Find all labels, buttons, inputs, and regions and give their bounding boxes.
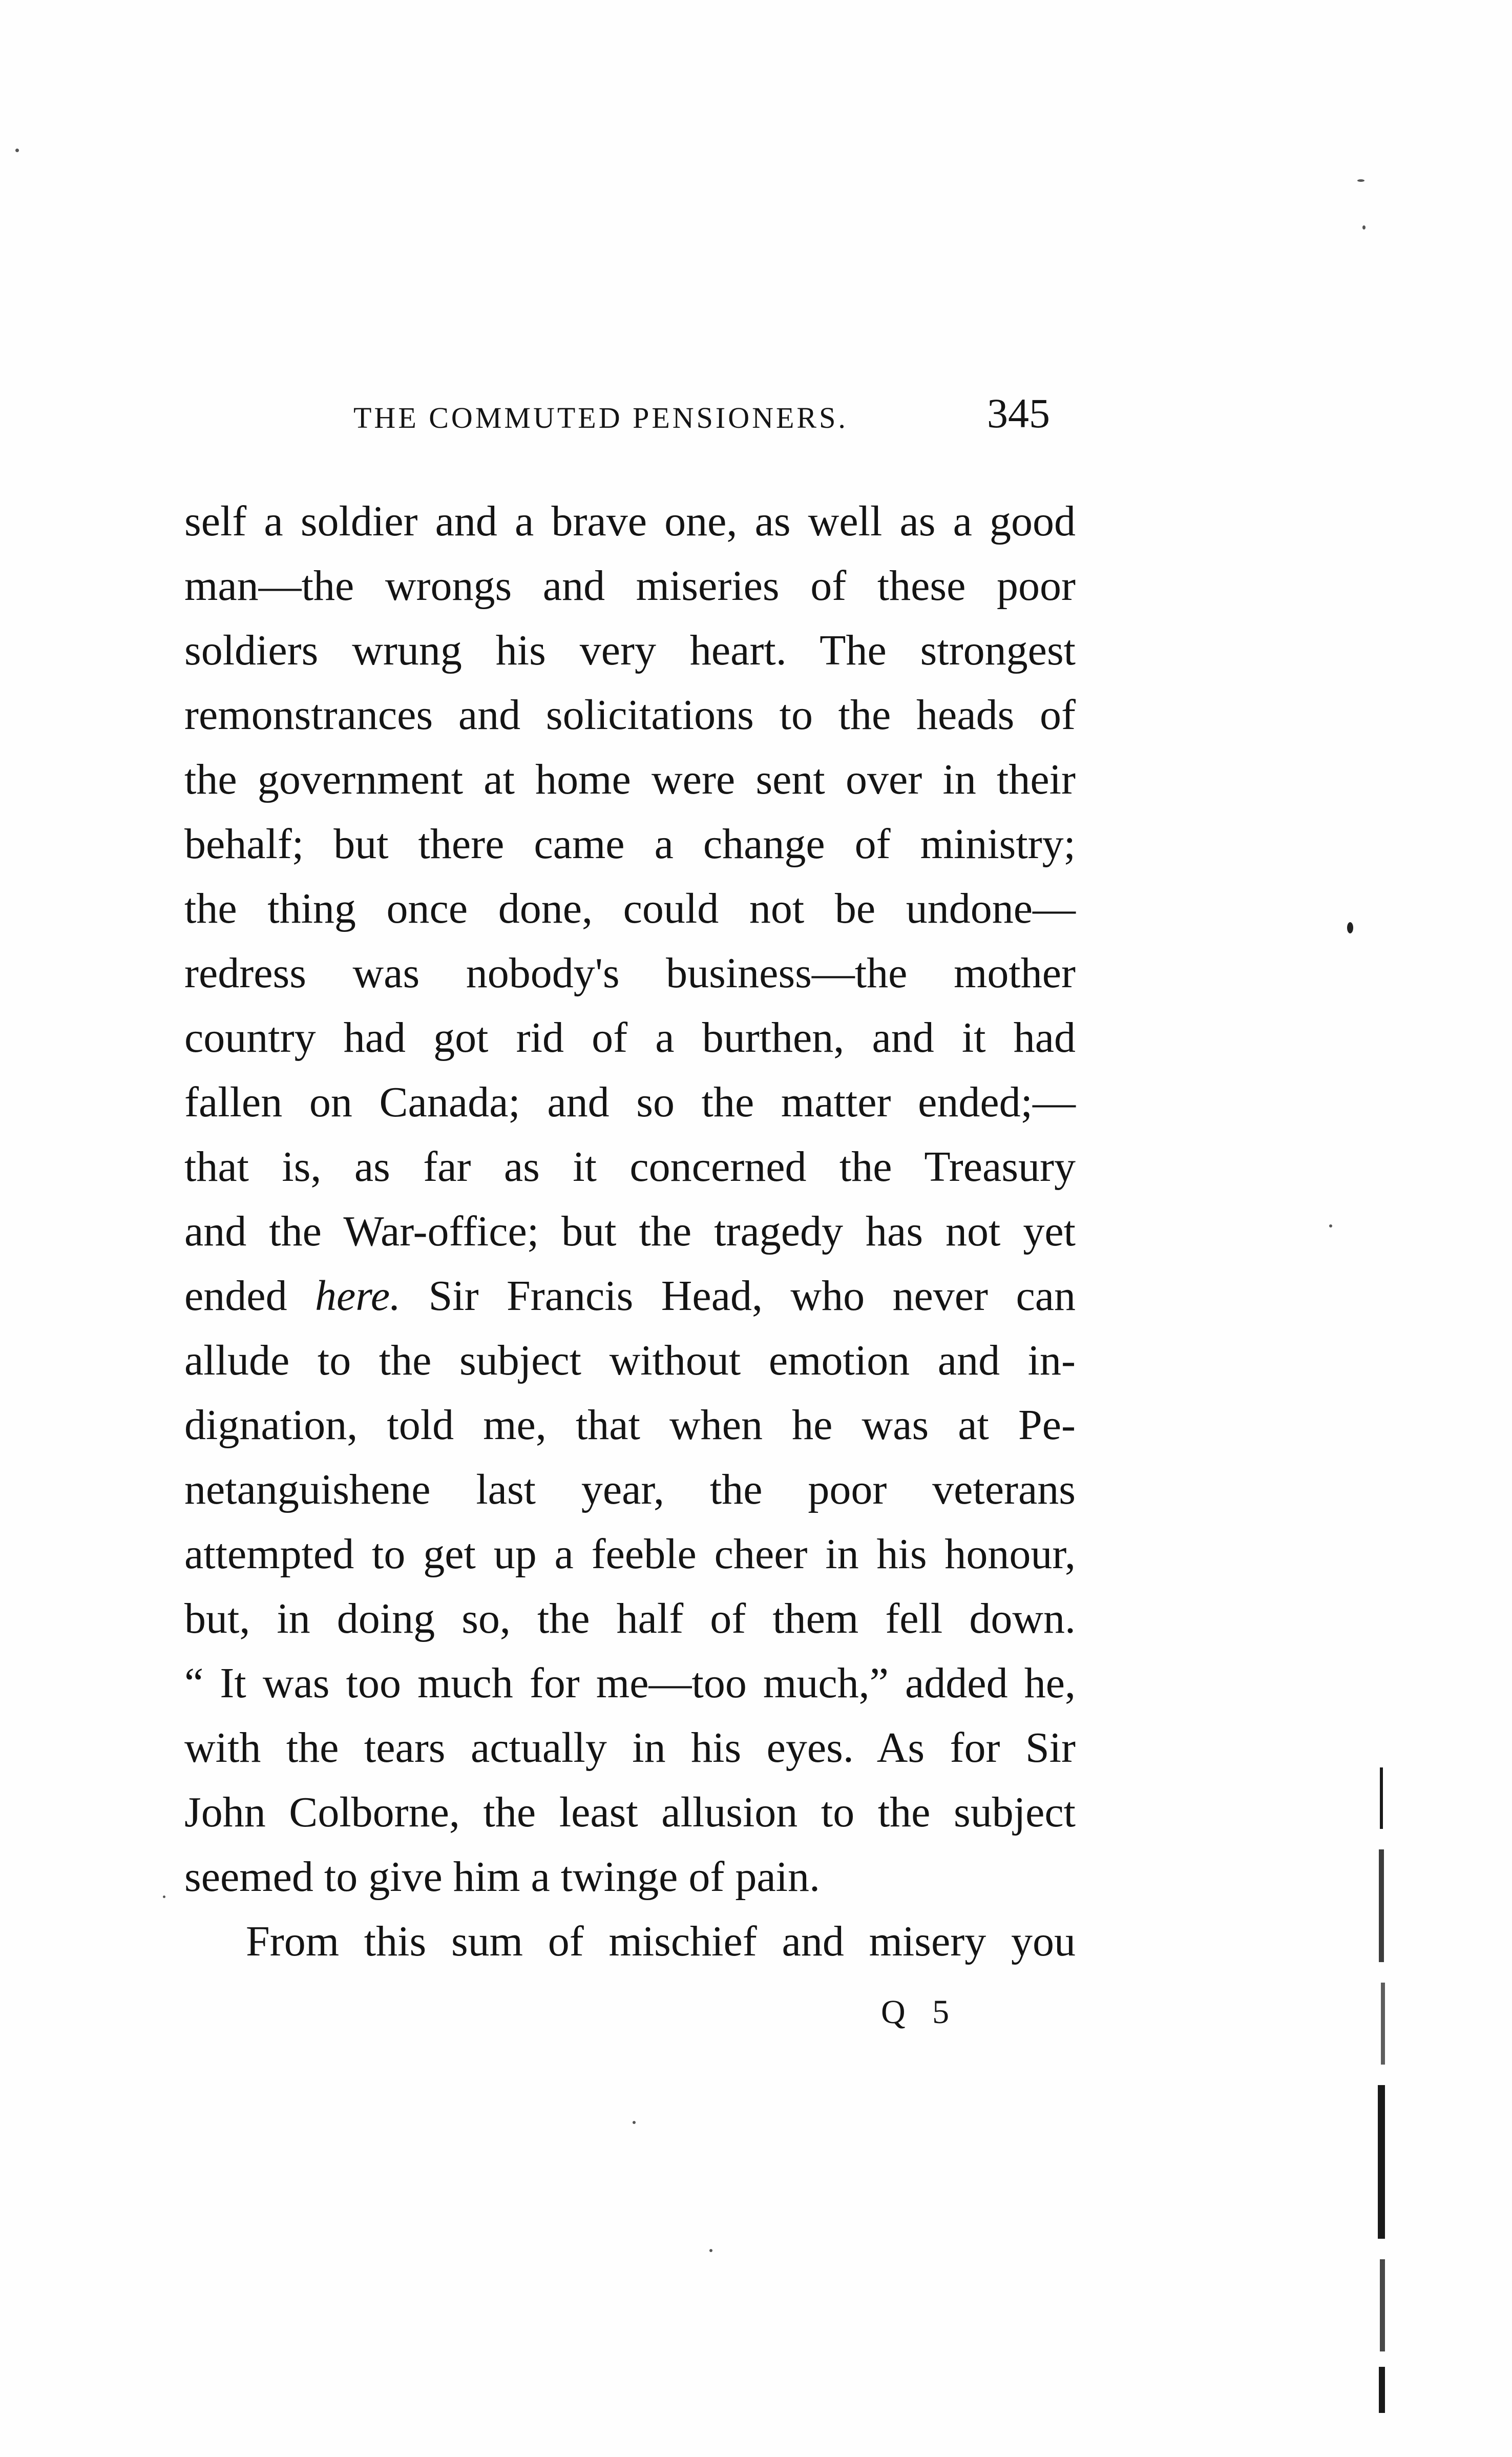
running-head: THE COMMUTED PENSIONERS. <box>353 401 848 434</box>
text-line: behalf; but there came a change of ministry; <box>184 820 1076 868</box>
text-line-emphasis <box>184 1264 1076 1328</box>
text-line: self a soldier and a brave one, as well as a good <box>184 497 1076 545</box>
paper-speck <box>1347 922 1353 933</box>
paper-speck <box>1362 225 1366 230</box>
paper-speck <box>15 149 19 152</box>
text-line: “ It was too much for me—too much,” added he, <box>184 1659 1076 1707</box>
paper-speck <box>1357 179 1364 182</box>
text-line: man—the wrongs and miseries of these poor <box>184 562 1076 610</box>
text-line: but, in doing so, the half of them fell down. <box>184 1595 1076 1642</box>
text-line: with the tears actually in his eyes. As for Sir <box>184 1724 1076 1772</box>
text-line: that is, as far as it concerned the Treasury <box>184 1143 1076 1191</box>
body-text <box>184 489 1076 1974</box>
text-line: allude to the subject without emotion and in- <box>184 1337 1076 1384</box>
text-line: redress was nobody's business—the mother <box>184 949 1076 997</box>
text-line: seemed to give him a twinge of pain. <box>184 1853 821 1901</box>
text-fragment: Sir Francis Head, who never can <box>428 1272 1076 1320</box>
binding-edge-shadow <box>1378 1767 1389 2413</box>
text-line: country had got rid of a burthen, and it had <box>184 1014 1076 1061</box>
text-line: attempted to get up a feeble cheer in his honour, <box>184 1530 1076 1578</box>
signature-mark: Q 5 <box>881 1993 959 2031</box>
italic-word: here. <box>315 1272 401 1320</box>
paper-speck <box>1329 1224 1332 1227</box>
page-number: 345 <box>987 390 1050 436</box>
paragraph-start-line: From this sum of mischief and misery you <box>246 1918 1076 1965</box>
text-line: John Colborne, the least allusion to the subject <box>184 1788 1076 1836</box>
text-line: the government at home were sent over in their <box>184 756 1076 803</box>
paper-speck <box>163 1896 165 1898</box>
text-line: dignation, told me, that when he was at Pe- <box>184 1401 1076 1449</box>
text-line: fallen on Canada; and so the matter ended;— <box>184 1078 1076 1126</box>
text-line: the thing once done, could not be undone— <box>184 885 1076 932</box>
paper-speck <box>633 2121 636 2124</box>
text-line: remonstrances and solicitations to the heads of <box>184 691 1076 739</box>
text-line: and the War-office; but the tragedy has not yet <box>184 1207 1076 1255</box>
text-fragment: ended <box>184 1272 287 1320</box>
paper-speck <box>709 2249 712 2252</box>
page-header <box>353 389 1060 446</box>
text-line: netanguishene last year, the poor veterans <box>184 1466 1076 1513</box>
text-line: soldiers wrung his very heart. The strongest <box>184 627 1076 674</box>
